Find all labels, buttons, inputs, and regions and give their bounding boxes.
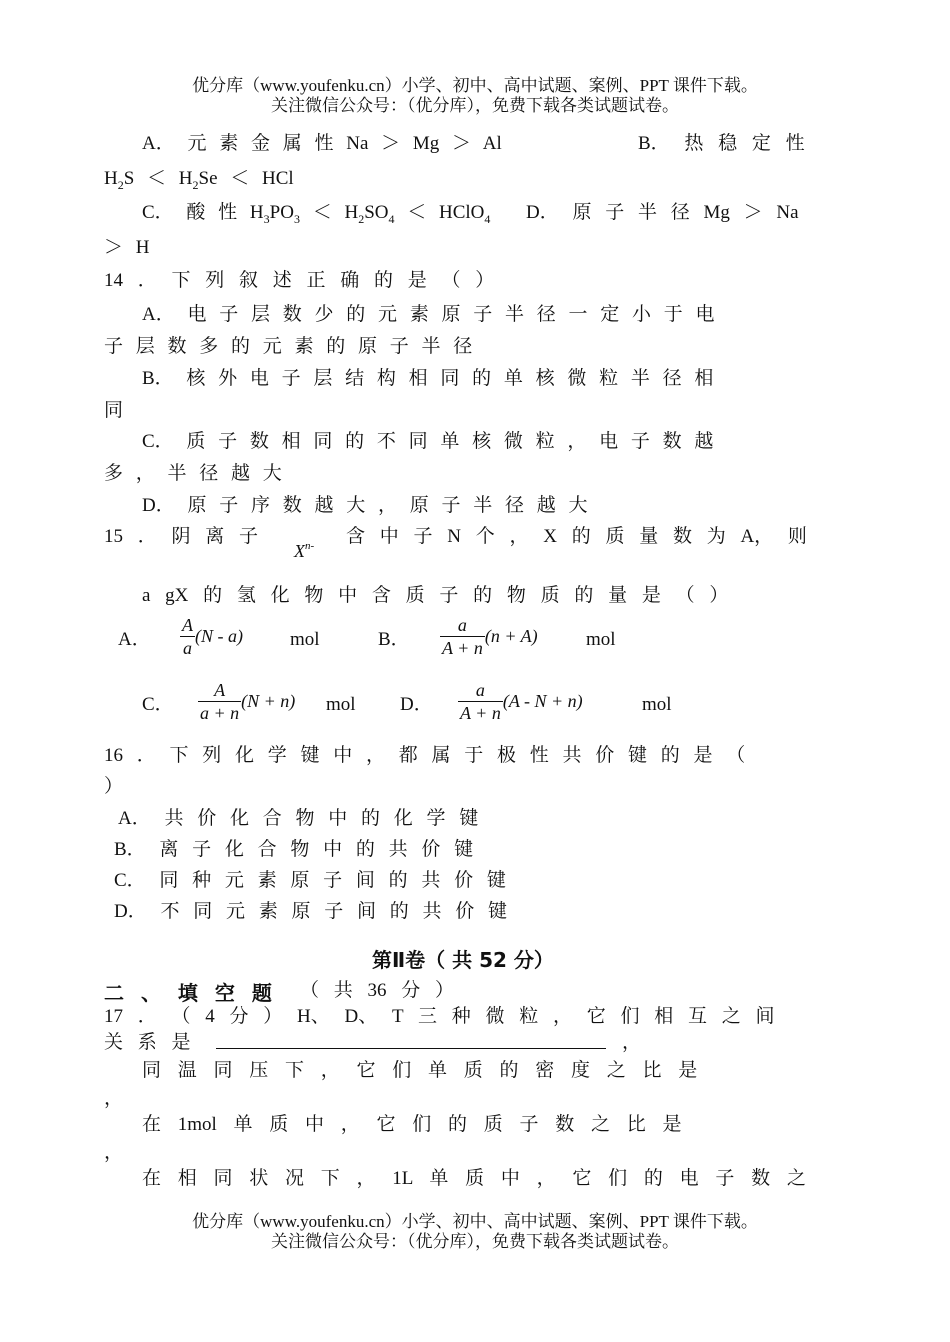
q16-option-a: A． 共 价 化 合 物 中 的 化 学 键	[118, 808, 479, 829]
q15-stem-end: 含 中 子 N 个 ， X 的 质 量 数 为 A， 则	[346, 526, 807, 547]
q13-option-b-cont: $H_2S < H_2Se$ ＜ HCl	[104, 168, 294, 192]
header-line-2: 关注微信公众号：（优分库），免费下载各类试题试卷。	[271, 96, 679, 115]
footer-line-2: 关注微信公众号：（优分库），免费下载各类试题试卷。	[271, 1232, 679, 1251]
q17-line-5: 在 1mol 单 质 中 ， 它 们 的 质 子 数 之 比 是	[142, 1114, 682, 1135]
q17-line-2-end: ，	[622, 1032, 642, 1053]
q15-ion: $X^{n-}$	[294, 540, 315, 561]
q15-option-d-unit: mol	[642, 694, 672, 715]
q17-line-2: 关 系 是	[104, 1032, 191, 1053]
q17-line-6: ，	[104, 1142, 124, 1163]
q14-option-c-cont: 多 ， 半 径 越 大	[104, 463, 282, 484]
footer-line-1: 优分库（www.youfenku.cn）小学、初中、高中试题、案例、PPT 课件下载。	[192, 1212, 758, 1231]
q14-option-b-cont: 同	[104, 400, 124, 421]
q15-option-a-expr: $\frac{A}{a}$ (N - a)	[182, 615, 243, 658]
q13-option-d-cont: ＞ H	[104, 237, 150, 258]
q17-line-3: 同 温 同 压 下 ， 它 们 单 质 的 密 度 之 比 是	[142, 1060, 698, 1081]
q14-option-b: B． 核 外 电 子 层 结 构 相 同 的 单 核 微 粒 半 径 相	[142, 368, 714, 389]
q15-option-b-label: B．	[378, 629, 410, 650]
q17-answer-blank[interactable]	[216, 1048, 606, 1049]
q15-stem-start: 15 ． 阴 离 子	[104, 526, 259, 547]
header-line-1: 优分库（www.youfenku.cn）小学、初中、高中试题、案例、PPT 课件下载。	[192, 76, 758, 95]
q15-stem-question: a gX 的 氢 化 物 中 含 质 子 的 物 质 的 量 是 （ ）	[142, 585, 729, 606]
q14-option-d: D． 原 子 序 数 越 大 ， 原 子 半 径 越 大	[142, 495, 588, 516]
q15-option-a-unit: mol	[290, 629, 320, 650]
q16-option-c: C． 同 种 元 素 原 子 间 的 共 价 键	[114, 870, 506, 891]
q14-option-a-cont: 子 层 数 多 的 元 素 的 原 子 半 径	[104, 336, 473, 357]
q17-line-7: 在 相 同 状 况 下 ， 1L 单 质 中 ， 它 们 的 电 子 数 之	[142, 1168, 806, 1189]
q15-option-d-label: D．	[400, 694, 433, 715]
q13-option-a: A． 元 素 金 属 性 Na ＞ Mg ＞ Al	[142, 133, 502, 154]
section-title: 二 、 填 空 题	[104, 981, 272, 1005]
q16-stem-close: ）	[104, 776, 124, 797]
q14-option-c: C． 质 子 数 相 同 的 不 同 单 核 微 粒 ， 电 子 数 越	[142, 431, 714, 452]
q15-option-c-label: C．	[142, 694, 174, 715]
part-two-title: 第Ⅱ卷（ 共 52 分）	[372, 948, 554, 972]
q15-option-b-unit: mol	[586, 629, 616, 650]
q14-stem: 14 ． 下 列 叙 述 正 确 的 是 （ ）	[104, 270, 495, 291]
q15-option-c-expr: $\frac{A}{a + n}$ (N + n)	[200, 680, 296, 723]
q13-option-b: B． 热 稳 定 性	[638, 133, 805, 154]
q15-option-d-expr: $\frac{a}{A + n}$ (A - N + n)	[460, 680, 583, 723]
q17-line-1: 17 ． （ 4 分 ） H、 D、 T 三 种 微 粒 ， 它 们 相 互 之 间	[104, 1006, 775, 1027]
q15-option-b-expr: $\frac{a}{A + n}$ (n + A)	[442, 615, 538, 658]
q16-option-d: D． 不 同 元 素 原 子 间 的 共 价 键	[114, 901, 507, 922]
q13-option-c: C． 酸 性 $H_3PO_3 < H_2SO_4$ ＜ HClO$_4$	[142, 202, 491, 226]
q17-line-4: ，	[104, 1088, 124, 1109]
q16-stem: 16 ． 下 列 化 学 键 中 ， 都 属 于 极 性 共 价 键 的 是 （	[104, 745, 746, 766]
q15-option-a-label: A．	[118, 629, 151, 650]
section-note: （ 共 36 分 ）	[300, 980, 455, 1001]
q14-option-a: A． 电 子 层 数 少 的 元 素 原 子 半 径 一 定 小 于 电	[142, 304, 715, 325]
q15-option-c-unit: mol	[326, 694, 356, 715]
q13-option-d: D． 原 子 半 径 Mg ＞ Na	[526, 202, 799, 223]
q16-option-b: B． 离 子 化 合 物 中 的 共 价 键	[114, 839, 474, 860]
